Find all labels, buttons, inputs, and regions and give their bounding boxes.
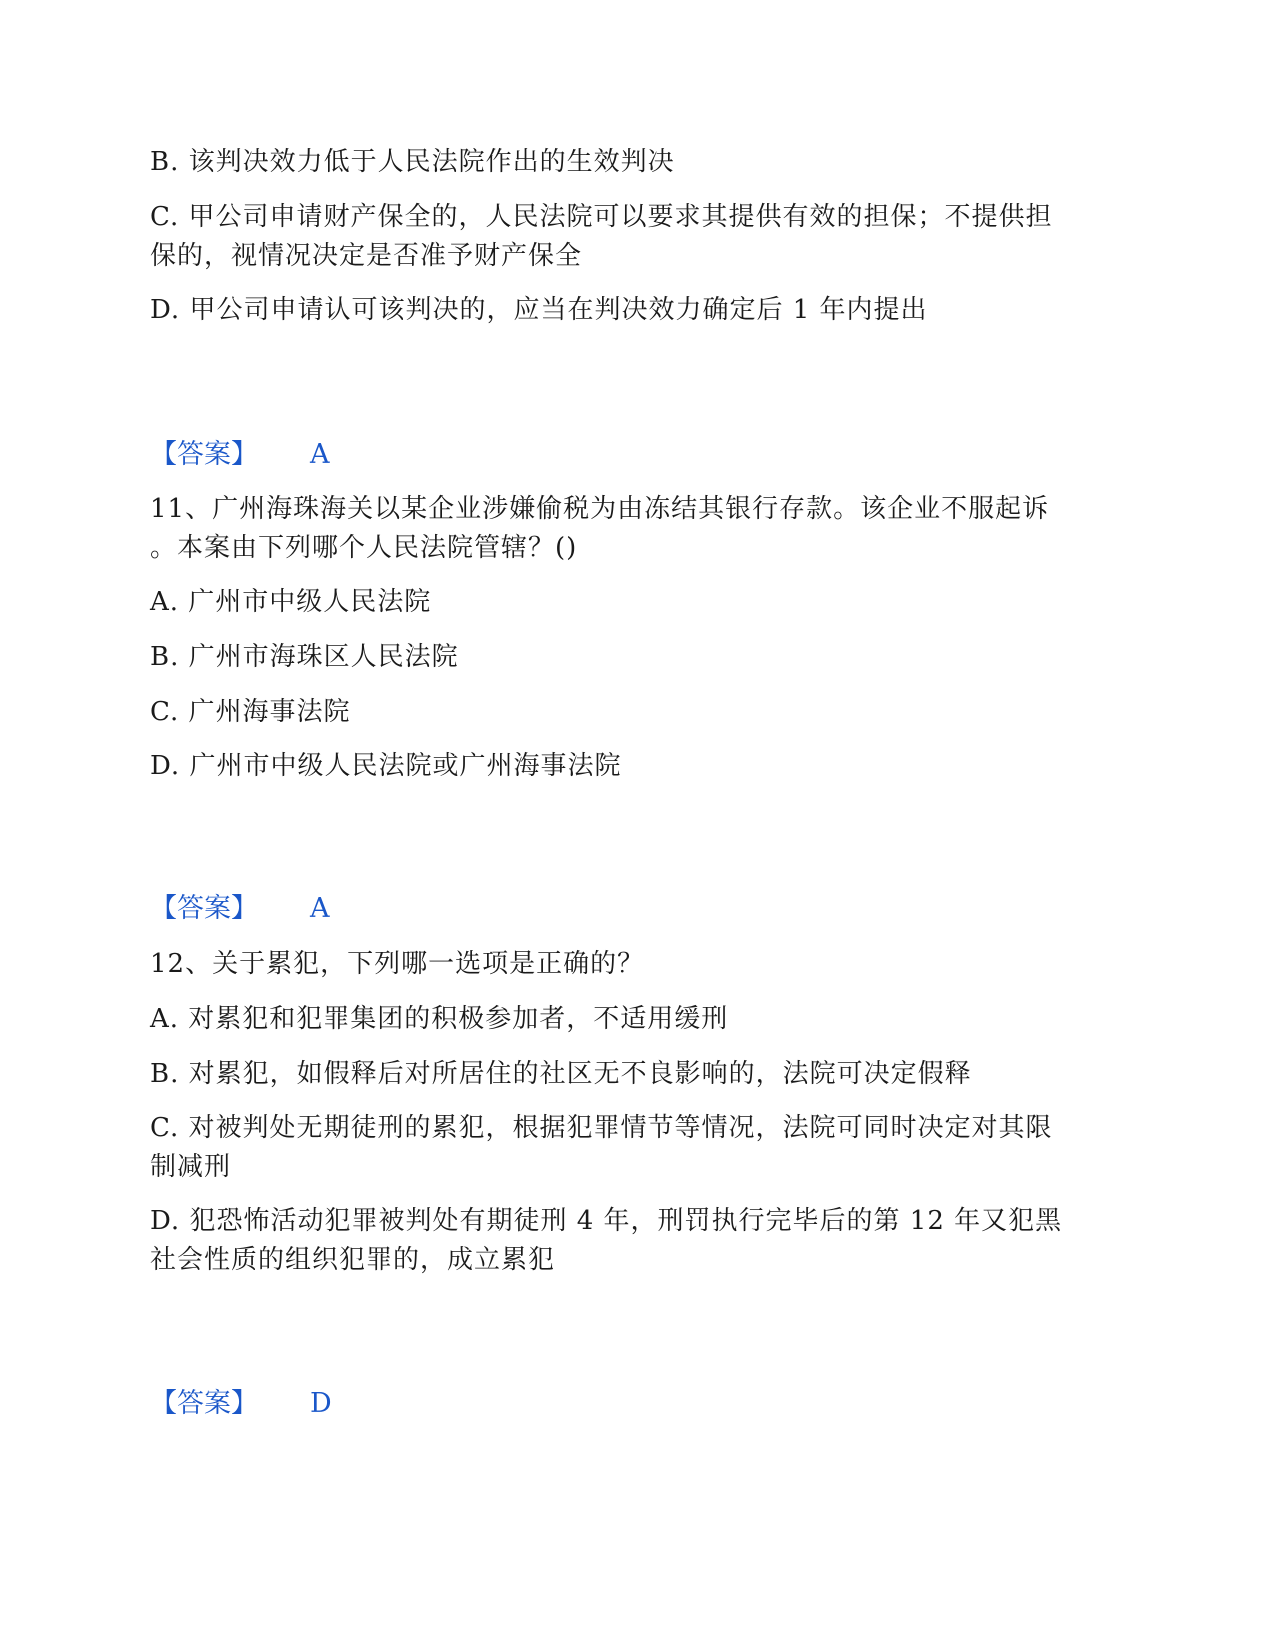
q11-option-b: B. 广州市海珠区人民法院 [150,642,459,672]
q12-stem: 12、关于累犯，下列哪一选项是正确的？ [150,949,645,979]
q12-option-c-line2: 制减刑 [150,1152,232,1182]
answer-value: A [310,439,330,470]
answer-label: 【答案】 [150,439,258,470]
answer-label: 【答案】 [150,1388,258,1419]
answer-label: 【答案】 [150,893,258,924]
q12-option-c-line1: C. 对被判处无期徒刑的累犯，根据犯罪情节等情况，法院可同时决定对其限 [150,1113,1053,1143]
q11-option-c: C. 广州海事法院 [150,697,351,727]
answer-value: A [310,893,330,924]
q12-option-d-line1: D. 犯恐怖活动犯罪被判处有期徒刑 4 年，刑罚执行完毕后的第 12 年又犯黑 [150,1206,1063,1236]
q11-stem-line1: 11、广州海珠海关以某企业涉嫌偷税为由冻结其银行存款。该企业不服起诉 [150,494,1050,524]
q10-option-c-line1: C. 甲公司申请财产保全的，人民法院可以要求其提供有效的担保；不提供担 [150,202,1053,232]
q10-option-d: D. 甲公司申请认可该判决的，应当在判决效力确定后 1 年内提出 [150,295,928,325]
q11-option-a: A. 广州市中级人民法院 [150,587,432,617]
answer-q12 [150,1385,332,1423]
q11-stem-line2: 。本案由下列哪个人民法院管辖？() [150,533,578,563]
q10-option-c-line2: 保的，视情况决定是否准予财产保全 [150,241,583,271]
q12-option-b: B. 对累犯，如假释后对所居住的社区无不良影响的，法院可决定假释 [150,1059,972,1089]
q12-option-d-line2: 社会性质的组织犯罪的，成立累犯 [150,1245,556,1275]
answer-value: D [310,1388,332,1419]
q10-option-b: B. 该判决效力低于人民法院作出的生效判决 [150,147,675,177]
q11-option-d: D. 广州市中级人民法院或广州海事法院 [150,751,622,781]
answer-q11 [150,890,330,928]
answer-q10 [150,436,330,474]
q12-option-a: A. 对累犯和犯罪集团的积极参加者，不适用缓刑 [150,1004,729,1034]
